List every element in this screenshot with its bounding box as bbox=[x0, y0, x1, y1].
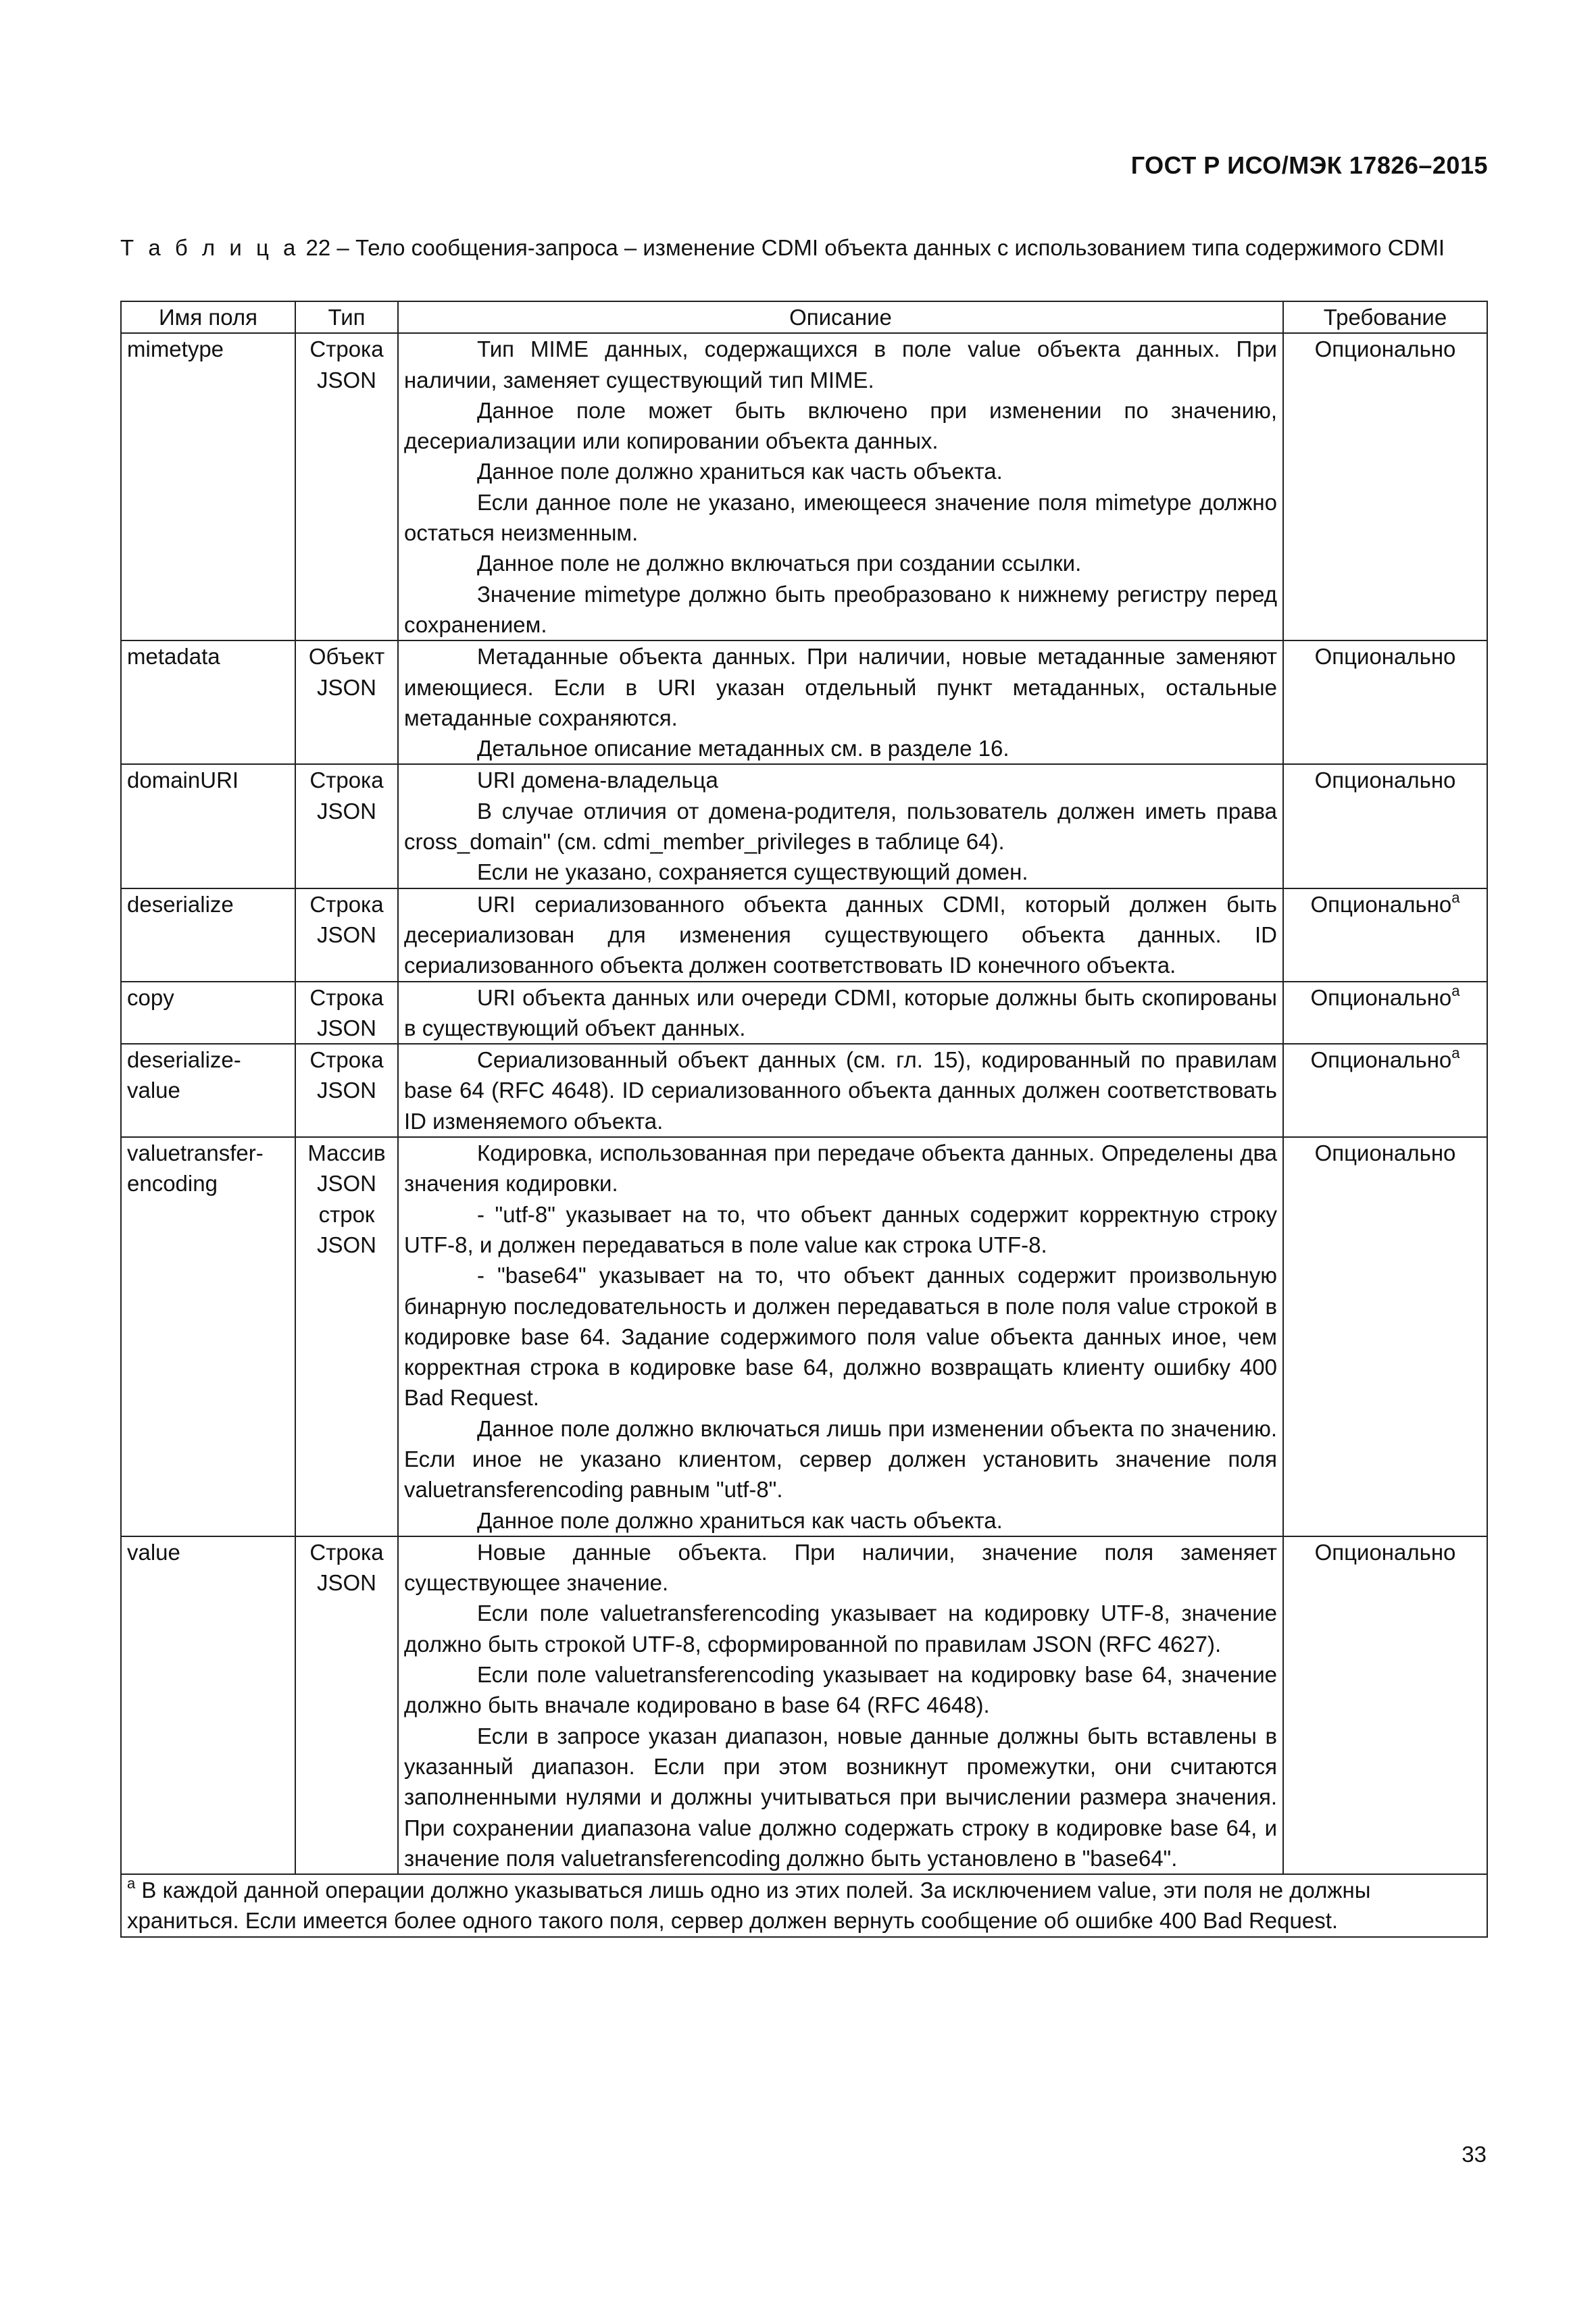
description-paragraph: - "base64" указывает на то, что объект данных содержит произвольную бинарную последовательность и должен передаваться в поле поля value строкой в кодировке base 64. Задание содержимого поля value объекта данных иное, чем корректная строка в кодировке base 64, должно возвращать клиенту ошибку 400 Bad Request. bbox=[404, 1263, 1277, 1411]
field-description-cell bbox=[398, 1137, 1283, 1536]
description-paragraph: Новые данные объекта. При наличии, значение поля заменяет существующее значение. bbox=[404, 1539, 1277, 1596]
table-body bbox=[121, 333, 1487, 1874]
table-row bbox=[121, 333, 1487, 640]
field-name-cell: metadata bbox=[121, 640, 295, 764]
description-paragraph: Данное поле должно включаться лишь при изменении объекта по значению. Если иное не указано клиентом, сервер должен установить значение поля valuetransferencoding равным "utf-8". bbox=[404, 1415, 1277, 1503]
description-paragraph: URI сериализованного объекта данных CDMI, который должен быть десериализован для изменения существующего объекта данных. ID сериализованного объекта должен соответствовать ID конечного объекта. bbox=[404, 891, 1277, 978]
description-paragraph: Сериализованный объект данных (см. гл. 15), кодированный по правилам base 64 (RFC 4648). ID сериализованного объекта данных должен соответствовать ID изменяемого объекта. bbox=[404, 1047, 1277, 1134]
requirement-text: Опционально bbox=[1314, 336, 1456, 362]
field-requirement-cell bbox=[1283, 1137, 1487, 1536]
field-requirement-cell bbox=[1283, 982, 1487, 1045]
description-paragraph: Данное поле должно храниться как часть объекта. bbox=[477, 459, 1003, 484]
field-requirement-cell bbox=[1283, 764, 1487, 888]
field-type-cell: Массив JSON строк JSON bbox=[295, 1137, 398, 1536]
description-paragraph: - "utf-8" указывает на то, что объект данных содержит корректную строку UTF-8, и должен передаваться в поле value как строка UTF-8. bbox=[404, 1201, 1277, 1257]
field-type-cell: Строка JSON bbox=[295, 764, 398, 888]
requirement-text: Опционально bbox=[1314, 1539, 1456, 1565]
field-name-cell: valuetransfer- encoding bbox=[121, 1137, 295, 1536]
description-paragraph: Значение mimetype должно быть преобразовано к нижнему регистру перед сохранением. bbox=[404, 581, 1277, 637]
field-type-cell: Строка JSON bbox=[295, 333, 398, 640]
description-paragraph: Детальное описание метаданных см. в разделе 16. bbox=[477, 736, 1009, 761]
table-caption-label: Т а б л и ц а bbox=[120, 235, 300, 260]
description-paragraph: Тип MIME данных, содержащихся в поле value объекта данных. При наличии, заменяет существующий тип MIME. bbox=[404, 336, 1277, 393]
table-row bbox=[121, 888, 1487, 982]
description-paragraph: Кодировка, использованная при передаче объекта данных. Определены два значения кодировки. bbox=[404, 1140, 1277, 1197]
field-type-cell: Объект JSON bbox=[295, 640, 398, 764]
requirement-text: Опционально bbox=[1310, 891, 1452, 917]
header-requirement: Требование bbox=[1283, 301, 1487, 333]
fields-table bbox=[120, 301, 1488, 1938]
field-description-cell bbox=[398, 333, 1283, 640]
page-number: 33 bbox=[1462, 2142, 1487, 2167]
description-paragraph: Данное поле может быть включено при изменении по значению, десериализации или копировании объекта данных. bbox=[404, 397, 1277, 454]
table-caption bbox=[120, 232, 1485, 263]
description-paragraph: Если данное поле не указано, имеющееся значение поля mimetype должно остаться неизменным. bbox=[404, 489, 1277, 546]
field-name-cell: domainURI bbox=[121, 764, 295, 888]
requirement-text: Опционально bbox=[1314, 644, 1456, 670]
header-field-name: Имя поля bbox=[121, 301, 295, 333]
table-row bbox=[121, 1044, 1487, 1137]
standard-code: ГОСТ Р ИСО/МЭК 17826–2015 bbox=[1130, 151, 1488, 179]
field-requirement-cell bbox=[1283, 888, 1487, 982]
table-row bbox=[121, 982, 1487, 1045]
table-caption-text: 22 – Тело сообщения-запроса – изменение CDMI объекта данных с использованием типа содержимого CDMI bbox=[299, 235, 1445, 260]
field-name-cell: value bbox=[121, 1536, 295, 1874]
description-paragraph: Если в запросе указан диапазон, новые данные должны быть вставлены в указанный диапазон. Если при этом возникнут промежутки, они считаются заполненными нулями и должны учитываться при вычислении размера значения. При сохранении диапазона value должно содержать строку в кодировке base 64, и значение поля valuetransferencoding должно быть установлено в "base64". bbox=[404, 1723, 1277, 1871]
requirement-text: Опционально bbox=[1310, 1047, 1452, 1073]
field-type-cell: Строка JSON bbox=[295, 1536, 398, 1874]
description-paragraph: Если поле valuetransferencoding указывает на кодировку base 64, значение должно быть вначале кодировано в base 64 (RFC 4648). bbox=[404, 1662, 1277, 1718]
field-description-cell bbox=[398, 1536, 1283, 1874]
field-description-cell bbox=[398, 982, 1283, 1045]
footnote-text: В каждой данной операции должно указываться лишь одно из этих полей. За исключением value, эти поля не должны храниться. Если имеется более одного такого поля, сервер должен вернуть сообщение об ошибке 400 Bad Request. bbox=[127, 1878, 1371, 1934]
field-type-cell: Строка JSON bbox=[295, 888, 398, 982]
requirement-text: Опционально bbox=[1310, 984, 1452, 1010]
field-name-cell: deserialize- value bbox=[121, 1044, 295, 1137]
description-paragraph: В случае отличия от домена-родителя, пользователь должен иметь права cross_domain" (см. cdmi_member_privileges в таблице 64). bbox=[404, 798, 1277, 855]
field-description-cell bbox=[398, 640, 1283, 764]
requirement-footnote-marker: a bbox=[1451, 982, 1460, 999]
description-paragraph: Данное поле не должно включаться при создании ссылки. bbox=[477, 551, 1082, 576]
field-requirement-cell bbox=[1283, 640, 1487, 764]
table-footnote bbox=[121, 1874, 1487, 1937]
header-type: Тип bbox=[295, 301, 398, 333]
requirement-footnote-marker: a bbox=[1451, 1045, 1460, 1062]
table-row bbox=[121, 640, 1487, 764]
table-row bbox=[121, 764, 1487, 888]
description-paragraph: Если не указано, сохраняется существующий домен. bbox=[477, 859, 1028, 885]
description-paragraph: Если поле valuetransferencoding указывает на кодировку UTF-8, значение должно быть строкой UTF-8, сформированной по правилам JSON (RFC 4627). bbox=[404, 1601, 1277, 1657]
field-type-cell: Строка JSON bbox=[295, 982, 398, 1045]
table-row bbox=[121, 1137, 1487, 1536]
field-type-cell: Строка JSON bbox=[295, 1044, 398, 1137]
table-footnote-row bbox=[121, 1874, 1487, 1937]
table-header-row bbox=[121, 301, 1487, 333]
footnote-marker: a bbox=[127, 1875, 136, 1892]
field-requirement-cell bbox=[1283, 333, 1487, 640]
field-name-cell: copy bbox=[121, 982, 295, 1045]
description-paragraph: URI объекта данных или очереди CDMI, которые должны быть скопированы в существующий объект данных. bbox=[404, 984, 1277, 1040]
header-description: Описание bbox=[398, 301, 1283, 333]
field-name-cell: deserialize bbox=[121, 888, 295, 982]
field-description-cell bbox=[398, 764, 1283, 888]
description-paragraph: URI домена-владельца bbox=[477, 768, 718, 793]
description-paragraph: Данное поле должно храниться как часть объекта. bbox=[477, 1507, 1003, 1533]
field-description-cell bbox=[398, 888, 1283, 982]
field-description-cell bbox=[398, 1044, 1283, 1137]
requirement-text: Опционально bbox=[1314, 768, 1456, 793]
field-requirement-cell bbox=[1283, 1536, 1487, 1874]
table-row bbox=[121, 1536, 1487, 1874]
field-requirement-cell bbox=[1283, 1044, 1487, 1137]
field-name-cell: mimetype bbox=[121, 333, 295, 640]
requirement-text: Опционально bbox=[1314, 1140, 1456, 1166]
requirement-footnote-marker: a bbox=[1451, 888, 1460, 906]
description-paragraph: Метаданные объекта данных. При наличии, новые метаданные заменяют имеющиеся. Если в URI указан отдельный пункт метаданных, остальные метаданные сохраняются. bbox=[404, 644, 1277, 730]
